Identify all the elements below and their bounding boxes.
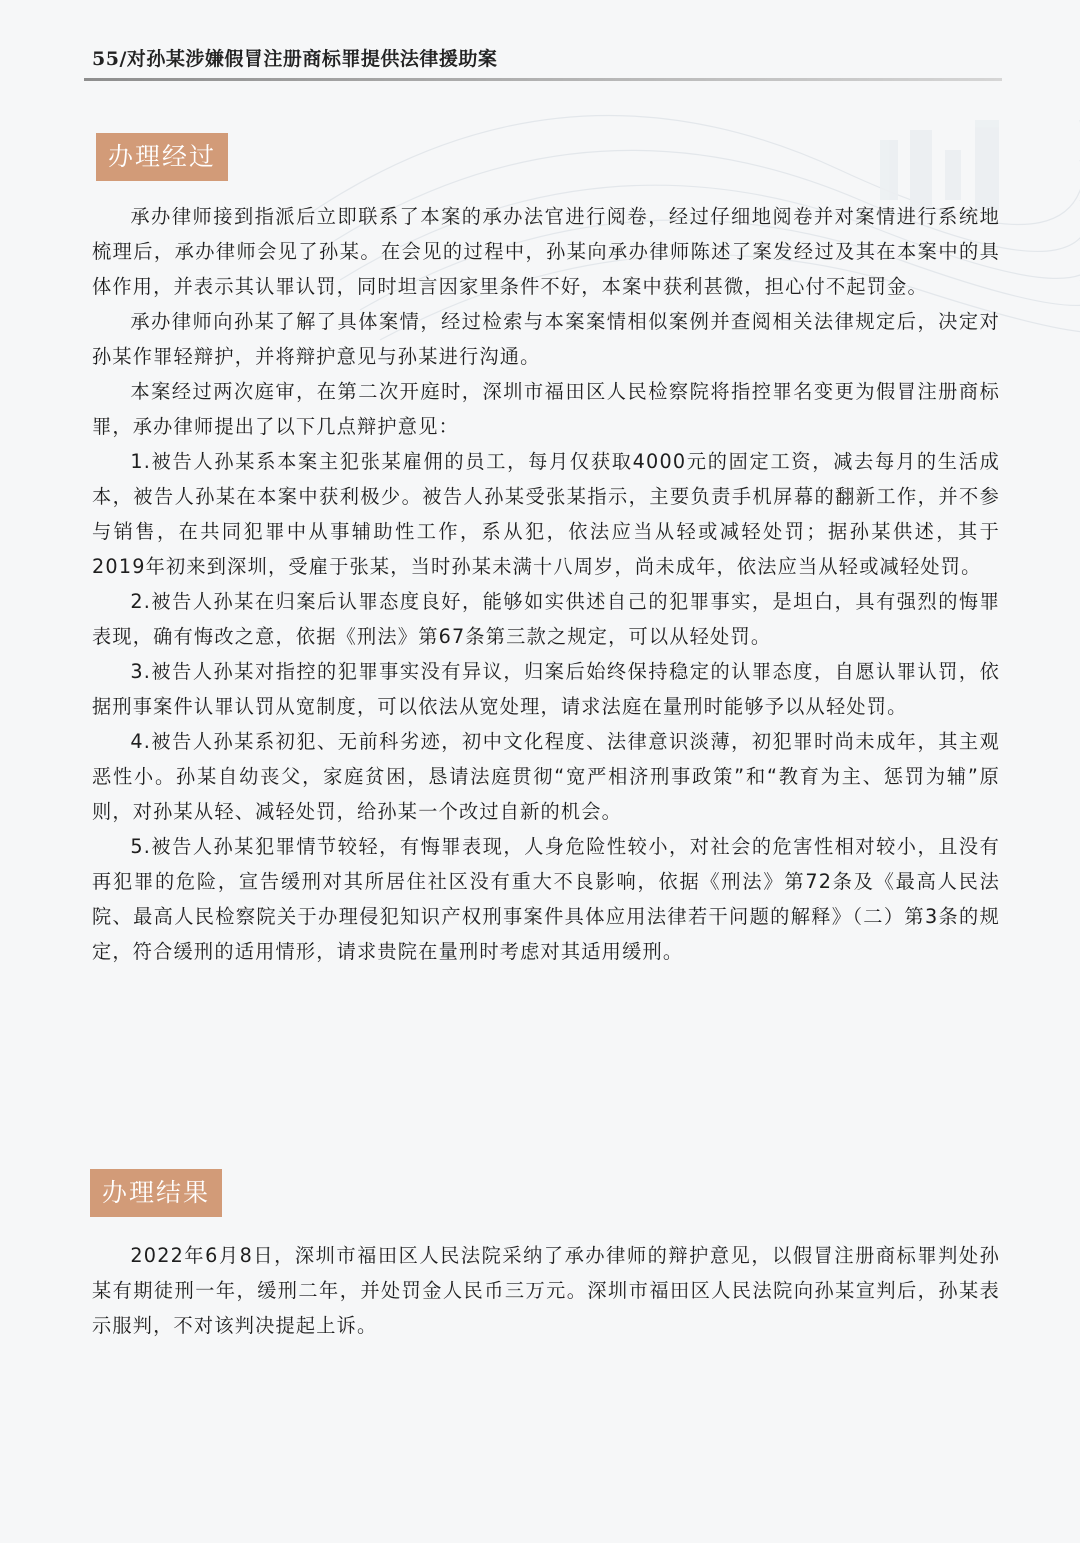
paragraph: 4.被告人孙某系初犯、无前科劣迹，初中文化程度、法律意识淡薄，初犯罪时尚未成年，其主观恶性小。孙某自幼丧父，家庭贫困，恳请法庭贯彻“宽严相济刑事政策”和“教育为主、惩罚为辅”原则，对孙某从轻、减轻处罚，给孙某一个改过自新的机会。 (92, 730, 1000, 823)
paragraph: 承办律师接到指派后立即联系了本案的承办法官进行阅卷，经过仔细地阅卷并对案情进行系统地梳理后，承办律师会见了孙某。在会见的过程中，孙某向承办律师陈述了案发经过及其在本案中的具体作用，并表示其认罪认罚，同时坦言因家里条件不好，本案中获利甚微，担心付不起罚金。 (92, 205, 1000, 298)
process-body (92, 199, 1000, 969)
section-heading-result: 办理结果 (90, 1169, 222, 1217)
section-heading-process: 办理经过 (96, 133, 228, 181)
paragraph: 本案经过两次庭审，在第二次开庭时，深圳市福田区人民检察院将指控罪名变更为假冒注册商标罪，承办律师提出了以下几点辩护意见： (92, 380, 1000, 438)
running-header: 55/对孙某涉嫌假冒注册商标罪提供法律援助案 (92, 48, 498, 70)
paragraph: 5.被告人孙某犯罪情节较轻，有悔罪表现，人身危险性较小，对社会的危害性相对较小，且没有再犯罪的危险，宣告缓刑对其所居住社区没有重大不良影响，依据《刑法》第72条及《最高人民法院、最高人民检察院关于办理侵犯知识产权刑事案件具体应用法律若干问题的解释》（二）第3条的规定，符合缓刑的适用情形，请求贵院在量刑时考虑对其适用缓刑。 (92, 835, 1000, 963)
paragraph: 2.被告人孙某在归案后认罪态度良好，能够如实供述自己的犯罪事实，是坦白，具有强烈的悔罪表现，确有悔改之意，依据《刑法》第67条第三款之规定，可以从轻处罚。 (92, 590, 1000, 648)
paragraph: 3.被告人孙某对指控的犯罪事实没有异议，归案后始终保持稳定的认罪态度，自愿认罪认罚，依据刑事案件认罪认罚从宽制度，可以依法从宽处理，请求法庭在量刑时能够予以从轻处罚。 (92, 660, 1000, 718)
result-body (92, 1238, 1000, 1343)
paragraph: 1.被告人孙某系本案主犯张某雇佣的员工，每月仅获取4000元的固定工资，减去每月的生活成本，被告人孙某在本案中获利极少。被告人孙某受张某指示，主要负责手机屏幕的翻新工作，并不参与销售，在共同犯罪中从事辅助性工作，系从犯，依法应当从轻或减轻处罚；据孙某供述，其于2019年初来到深圳，受雇于张某，当时孙某未满十八周岁，尚未成年，依法应当从轻或减轻处罚。 (92, 450, 1000, 578)
header-rule (84, 78, 1002, 81)
paragraph: 2022年6月8日，深圳市福田区人民法院采纳了承办律师的辩护意见，以假冒注册商标罪判处孙某有期徒刑一年，缓刑二年，并处罚金人民币三万元。深圳市福田区人民法院向孙某宣判后，孙某表示服判，不对该判决提起上诉。 (92, 1244, 1000, 1337)
paragraph: 承办律师向孙某了解了具体案情，经过检索与本案案情相似案例并查阅相关法律规定后，决定对孙某作罪轻辩护，并将辩护意见与孙某进行沟通。 (92, 310, 1000, 368)
